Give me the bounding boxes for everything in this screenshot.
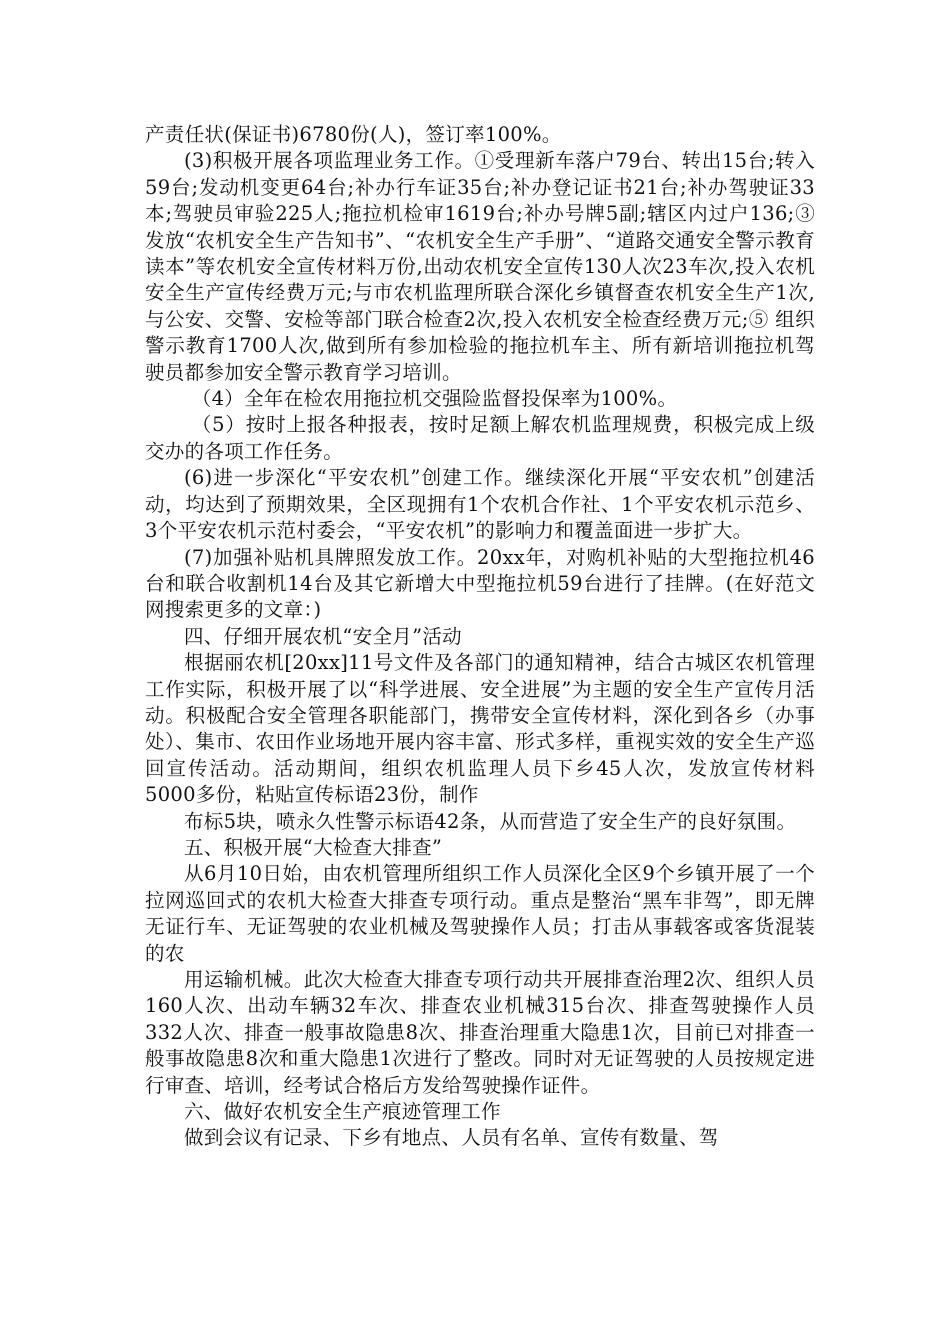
paragraph-safety-month-cont: 布标5块，喷永久性警示标语42条，从而营造了安全生产的良好氛围。 [184,809,797,833]
paragraph-safety-month: 根据丽农机[20xx]11号文件及各部门的通知精神，结合古城区农机管理工作实际，积极开展了以“科学进展、安全进展”为主题的安全生产宣传月活动。积极配合安全管理各职能部门，携带安全宣传材料，深化到各乡（办事处）、集市、农田作业场地开展内容丰富、形式多样，重视实效的安全生产巡回宣传活动。活动期间，组织农机监理人员下乡45人次，发放宣传材料5000多份，粘贴宣传标语23份，制作 [145,651,815,807]
document-body [145,122,815,1152]
paragraph-continuation: 产责任状(保证书)6780份(人)，签订率100%。 [145,123,562,146]
section-heading-5: 五、积极开展“大检查大排查” [184,835,443,859]
paragraph-item-3: (3)积极开展各项监理业务工作。①受理新车落户79台、转出15台;转入59台;发动机变更64台;补办行车证35台;补办登记证书21台;补办驾驶证33本;驾驶员审验225人;拖拉机检审1619台;补办号牌5副;辖区内过户136;③ 发放“农机安全生产告知书”、“农机安全生产手册”、“道路交通安全警示教育读本”等农机安全宣传材料万份,出动农机安全宣传130人次23车次,投入农机安全生产宣传经费万元;与市农机监理所联合深化乡镇督查农机安全生产1次,与公安、交警、安检等部门联合检查2次,投入农机安全检查经费万元;⑤ 组织警示教育1700人次,做到所有参加检验的拖拉机车主、所有新培训拖拉机驾驶员都参加安全警示教育学习培训。 [145,149,815,384]
paragraph-inspection-cont: 用运输机械。此次大检查大排查专项行动共开展排查治理2次、组织人员160人次、出动车辆32车次、排查农业机械315台次、排查驾驶操作人员332人次、排查一般事故隐患8次、排查治理重大隐患1次，目前已对排查一般事故隐患8次和重大隐患1次进行了整改。同时对无证驾驶的人员按规定进行审查、培训，经考试合格后方发给驾驶操作证件。 [145,968,815,1097]
paragraph-item-5: （5）按时上报各种报表，按时足额上解农机监理规费，积极完成上级交办的各项工作任务。 [145,413,815,463]
paragraph-item-7: (7)加强补贴机具牌照发放工作。20xx年，对购机补贴的大型拖拉机46台和联合收割机14台及其它新增大中型拖拉机59台进行了挂牌。(在好范文网搜索更多的文章：) [145,545,815,622]
paragraph-inspection: 从6月10日始，由农机管理所组织工作人员深化全区9个乡镇开展了一个拉网巡回式的农机大检查大排查专项行动。重点是整治“黑车非驾”，即无牌无证行车、无证驾驶的农业机械及驾驶操作人员；打击从事载客或客货混装的农 [145,862,815,965]
paragraph-records: 做到会议有记录、下乡有地点、人员有名单、宣传有数量、驾 [184,1126,719,1150]
paragraph-item-4: （4）全年在检农用拖拉机交强险监督投保率为100%。 [191,387,678,411]
section-heading-4: 四、仔细开展农机“安全月”活动 [184,624,462,648]
paragraph-item-6: (6)进一步深化“平安农机”创建工作。继续深化开展“平安农机”创建活动，均达到了预期效果，全区现拥有1个农机合作社、1个平安农机示范乡、3个平安农机示范村委会，“平安农机”的影响力和覆盖面进一步扩大。 [145,466,815,543]
section-heading-6: 六、做好农机安全生产痕迹管理工作 [184,1100,501,1124]
